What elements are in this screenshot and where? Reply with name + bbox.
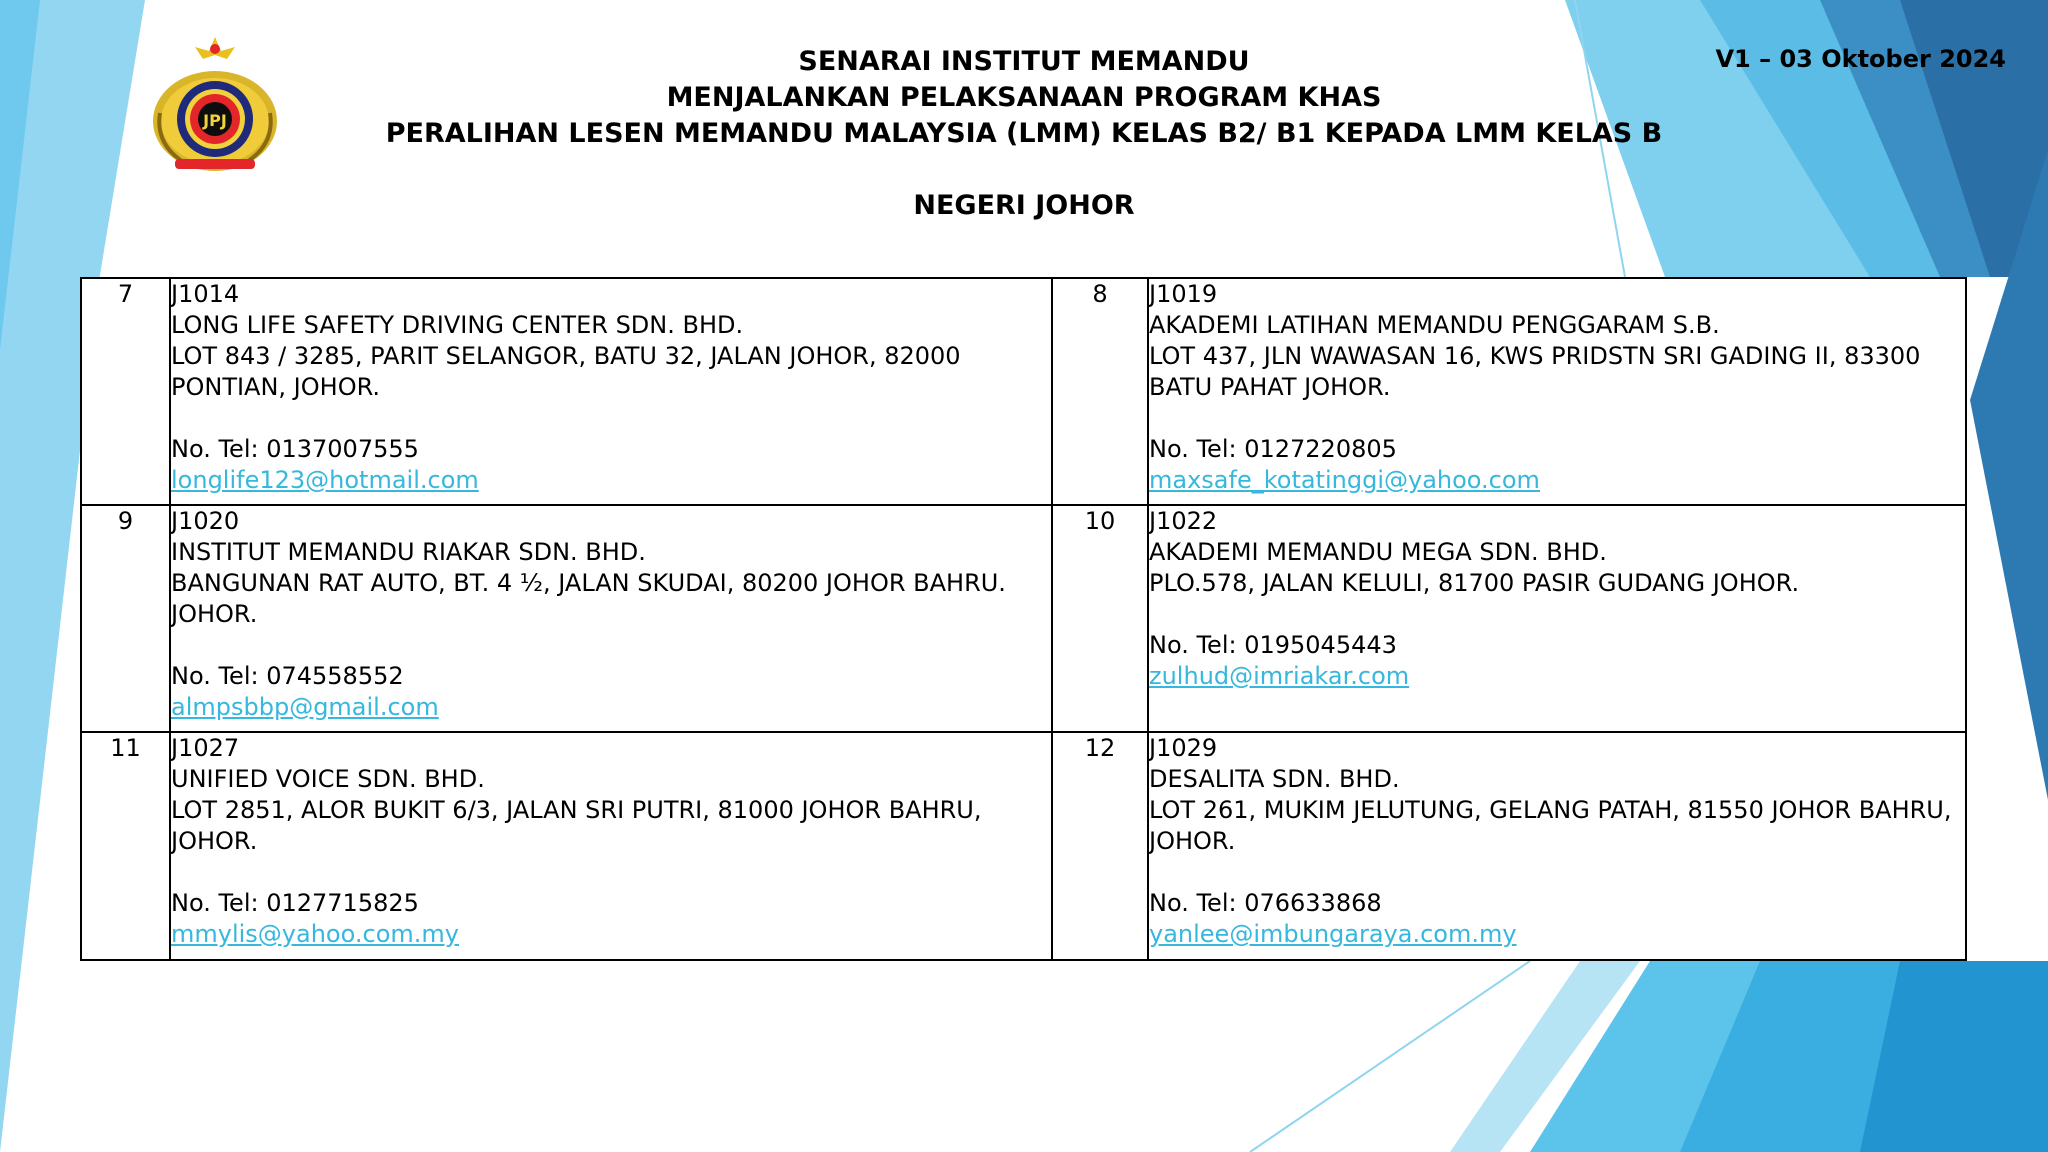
institute-address: PLO.578, JALAN KELULI, 81700 PASIR GUDANG JOHOR. [1149, 569, 1800, 597]
institute-name: AKADEMI LATIHAN MEMANDU PENGGARAM S.B. [1149, 311, 1720, 339]
institute-email-link[interactable]: yanlee@imbungaraya.com.my [1149, 920, 1517, 948]
institute-code: J1029 [1149, 734, 1218, 762]
institute-name: AKADEMI MEMANDU MEGA SDN. BHD. [1149, 538, 1607, 566]
state-title: NEGERI JOHOR [913, 190, 1135, 221]
institute-code: J1027 [171, 734, 240, 762]
institute-address: JOHOR. [1149, 827, 1236, 855]
institute-details [1148, 732, 1966, 960]
institute-code: J1014 [171, 280, 240, 308]
institute-details [170, 278, 1052, 505]
institute-name: DESALITA SDN. BHD. [1149, 765, 1400, 793]
institute-tel: No. Tel: 074558552 [171, 662, 404, 690]
table-row [81, 278, 1966, 505]
institute-tel: No. Tel: 0137007555 [171, 435, 419, 463]
institute-tel: No. Tel: 0127220805 [1149, 435, 1397, 463]
institute-email-link[interactable]: maxsafe_kotatinggi@yahoo.com [1149, 466, 1540, 494]
institute-address: PONTIAN, JOHOR. [171, 373, 381, 401]
institute-code: J1019 [1149, 280, 1218, 308]
institute-address: LOT 2851, ALOR BUKIT 6/3, JALAN SRI PUTRI, 81000 JOHOR BAHRU, [171, 796, 982, 824]
institute-number: 11 [81, 732, 170, 960]
institute-tel: No. Tel: 0127715825 [171, 889, 419, 917]
institute-code: J1020 [171, 507, 240, 535]
institute-details [1148, 505, 1966, 732]
institute-name: LONG LIFE SAFETY DRIVING CENTER SDN. BHD. [171, 311, 744, 339]
institute-address: LOT 437, JLN WAWASAN 16, KWS PRIDSTN SRI GADING II, 83300 [1149, 342, 1921, 370]
institute-details [170, 732, 1052, 960]
institute-address: LOT 261, MUKIM JELUTUNG, GELANG PATAH, 81550 JOHOR BAHRU, [1149, 796, 1952, 824]
title-line-2: MENJALANKAN PELAKSANAAN PROGRAM KHAS [666, 82, 1382, 113]
institute-tel: No. Tel: 0195045443 [1149, 631, 1397, 659]
institute-number: 10 [1052, 505, 1148, 732]
page-title [0, 44, 2048, 224]
institute-email-link[interactable]: longlife123@hotmail.com [171, 466, 479, 494]
institute-address: JOHOR. [171, 600, 258, 628]
institute-table [80, 277, 1967, 961]
table-row [81, 732, 1966, 960]
institute-tel: No. Tel: 076633868 [1149, 889, 1382, 917]
institute-email-link[interactable]: zulhud@imriakar.com [1149, 662, 1410, 690]
institute-number: 7 [81, 278, 170, 505]
institute-number: 8 [1052, 278, 1148, 505]
title-line-3: PERALIHAN LESEN MEMANDU MALAYSIA (LMM) KELAS B2/ B1 KEPADA LMM KELAS B [385, 118, 1663, 149]
institute-email-link[interactable]: almpsbbp@gmail.com [171, 693, 439, 721]
institute-number: 9 [81, 505, 170, 732]
institute-email-link[interactable]: mmylis@yahoo.com.my [171, 920, 459, 948]
logo-initials: JPJ [203, 111, 227, 130]
version-label: V1 – 03 Oktober 2024 [1715, 45, 2006, 73]
institute-details [1148, 278, 1966, 505]
institute-address: BATU PAHAT JOHOR. [1149, 373, 1391, 401]
institute-name: INSTITUT MEMANDU RIAKAR SDN. BHD. [171, 538, 646, 566]
title-line-1: SENARAI INSTITUT MEMANDU [798, 46, 1250, 77]
institute-number: 12 [1052, 732, 1148, 960]
institute-address: LOT 843 / 3285, PARIT SELANGOR, BATU 32, JALAN JOHOR, 82000 [171, 342, 961, 370]
table-row [81, 505, 1966, 732]
institute-address: JOHOR. [171, 827, 258, 855]
institute-name: UNIFIED VOICE SDN. BHD. [171, 765, 485, 793]
institute-details [170, 505, 1052, 732]
institute-code: J1022 [1149, 507, 1218, 535]
institute-address: BANGUNAN RAT AUTO, BT. 4 ½, JALAN SKUDAI, 80200 JOHOR BAHRU. [171, 569, 1006, 597]
